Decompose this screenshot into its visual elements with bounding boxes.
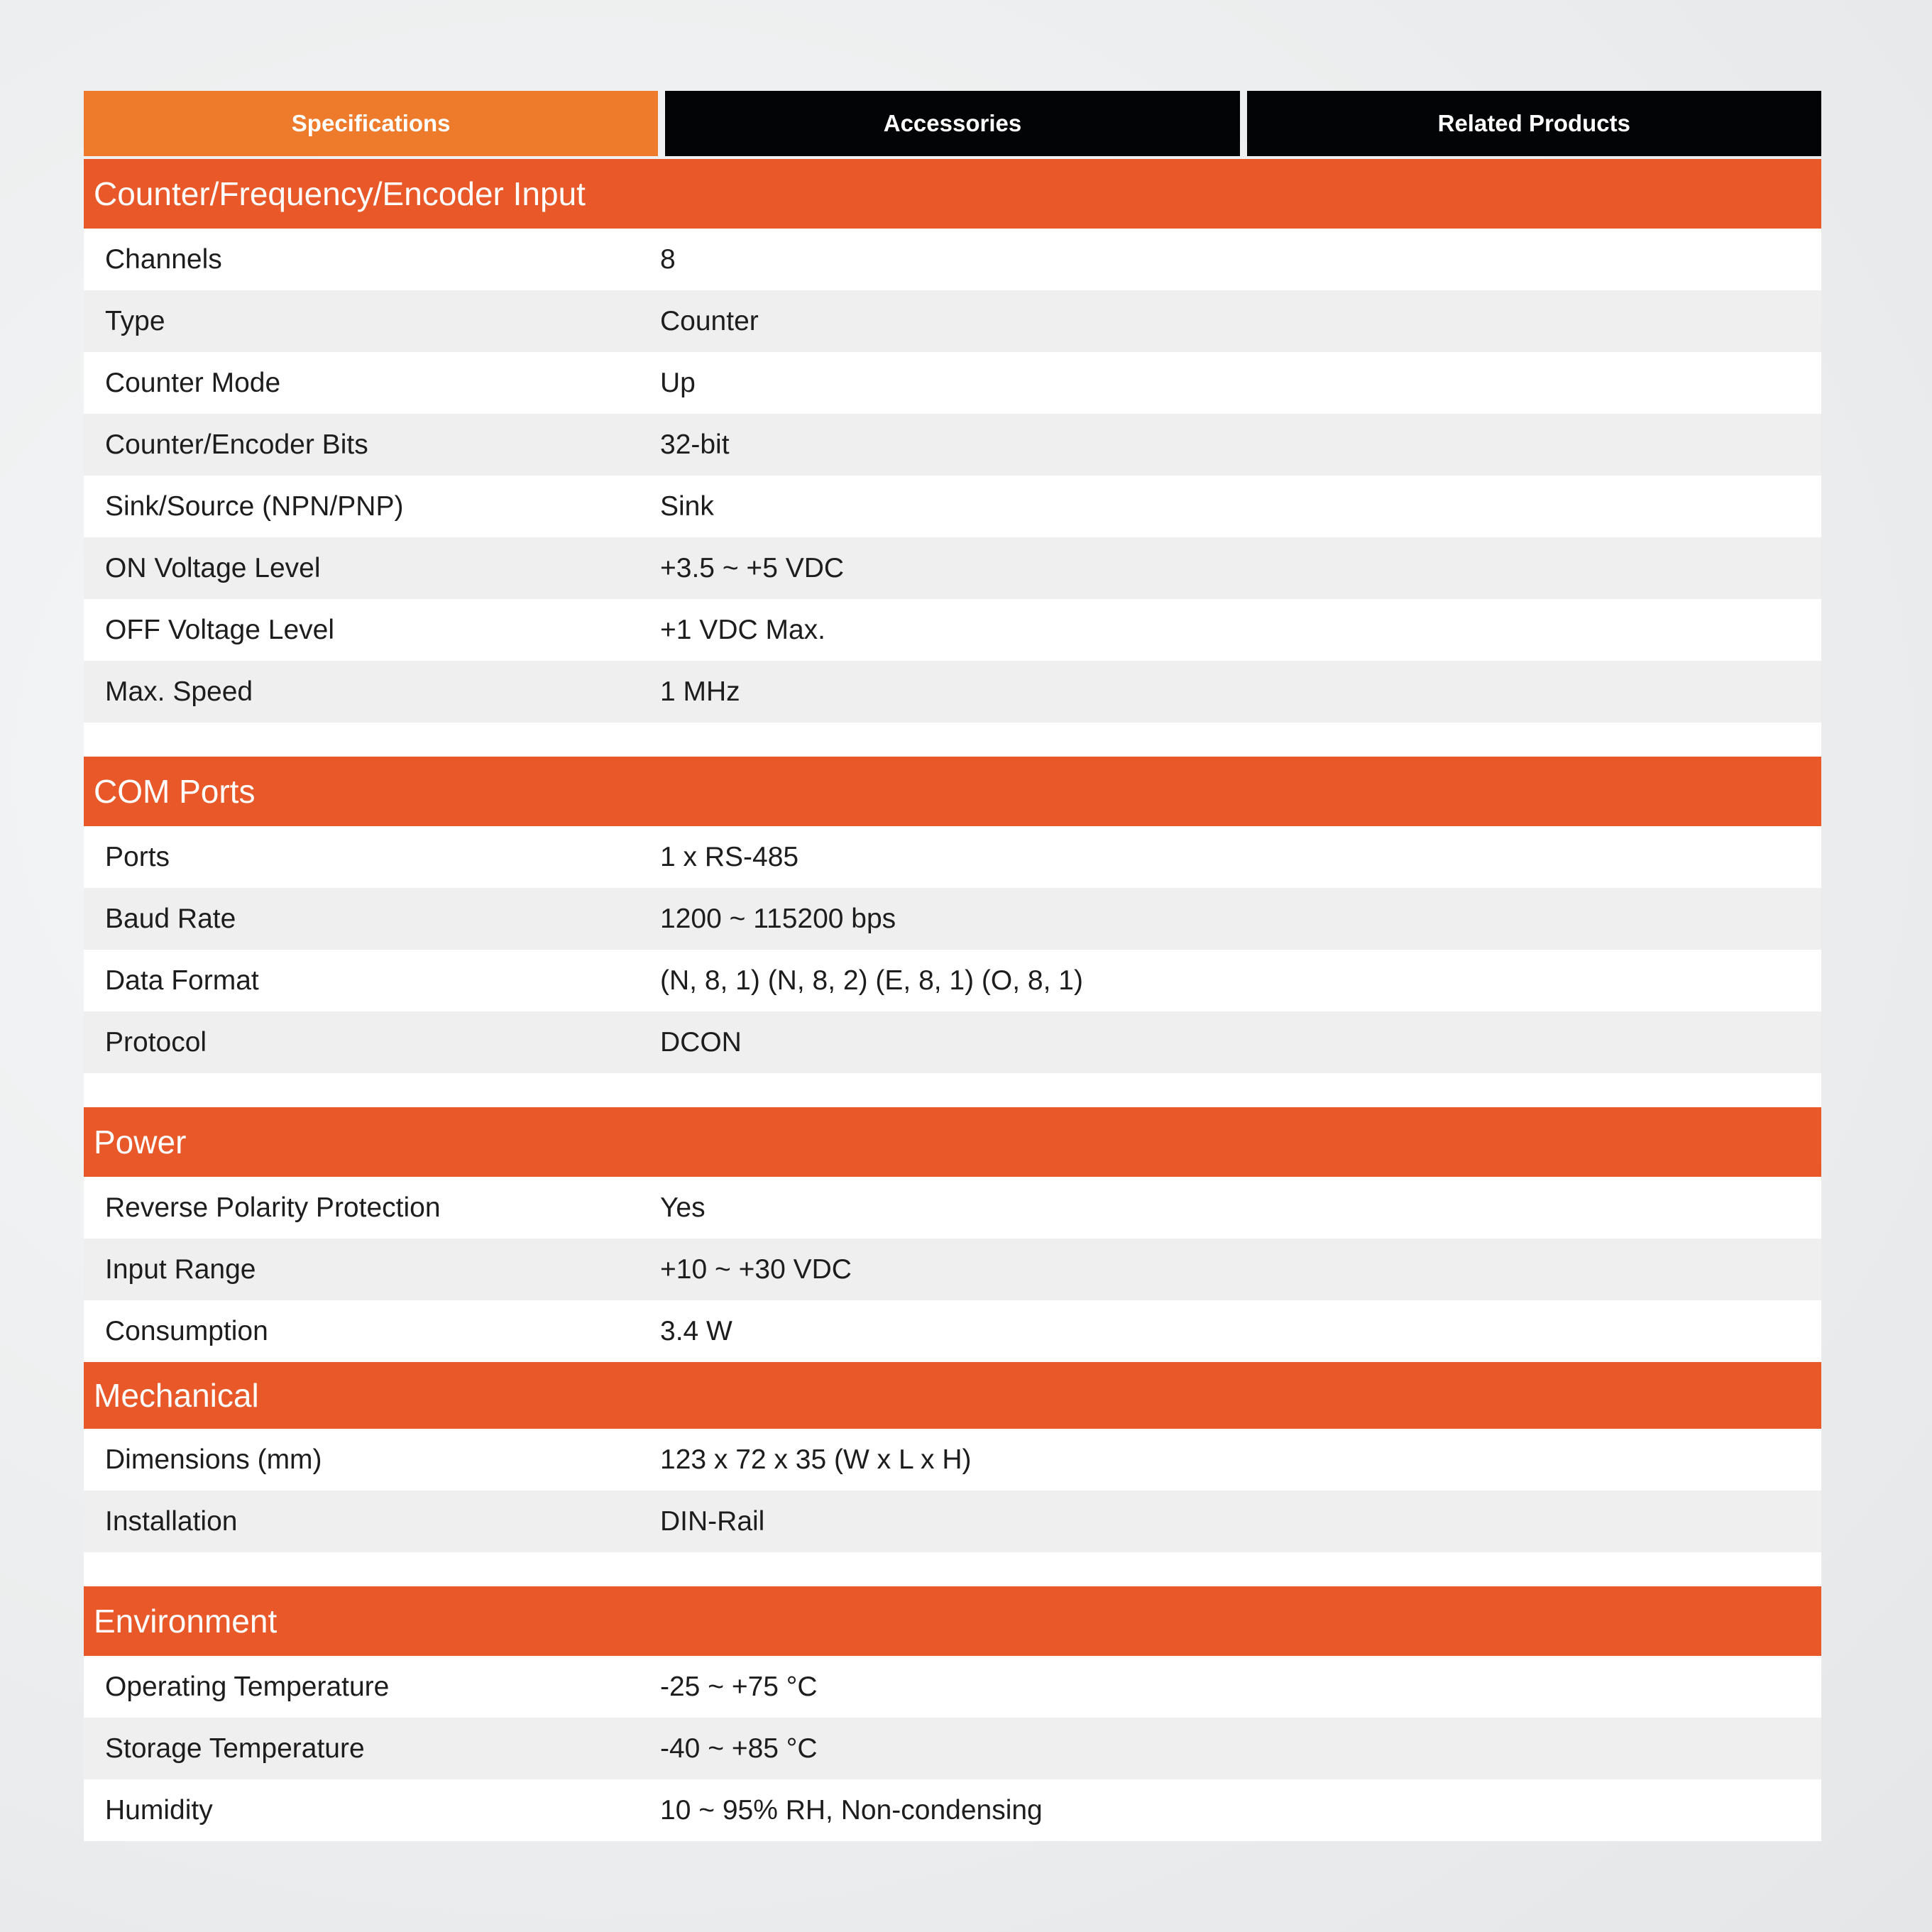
spec-key: Humidity bbox=[105, 1794, 213, 1826]
spec-value: Counter bbox=[660, 305, 759, 336]
table-row bbox=[84, 1656, 1821, 1718]
table-row bbox=[84, 1779, 1821, 1841]
table-row bbox=[84, 1429, 1821, 1491]
table-row bbox=[84, 661, 1821, 723]
spec-value: -25 ~ +75 °C bbox=[660, 1671, 818, 1702]
spec-key: Type bbox=[105, 305, 165, 336]
table-row bbox=[84, 888, 1821, 950]
table-row bbox=[84, 1718, 1821, 1779]
spec-value: 1 x RS-485 bbox=[660, 841, 799, 872]
spec-key: Installation bbox=[105, 1505, 238, 1537]
table-row bbox=[84, 950, 1821, 1011]
spec-value: DCON bbox=[660, 1026, 742, 1058]
tab-specifications[interactable]: Specifications bbox=[84, 91, 658, 156]
spec-key: Ports bbox=[105, 841, 170, 872]
spec-value: 8 bbox=[660, 243, 676, 275]
table-row bbox=[84, 537, 1821, 599]
table-row bbox=[84, 414, 1821, 476]
table-row bbox=[84, 599, 1821, 661]
table-row bbox=[84, 1239, 1821, 1300]
table-row bbox=[84, 1011, 1821, 1073]
spec-rows-com-ports bbox=[84, 826, 1821, 1073]
section-header-mechanical: Mechanical bbox=[84, 1362, 1821, 1429]
section-header-counter: Counter/Frequency/Encoder Input bbox=[84, 159, 1821, 229]
spec-key: Channels bbox=[105, 243, 222, 275]
section-header-com-ports: COM Ports bbox=[84, 757, 1821, 826]
spec-rows-mechanical bbox=[84, 1429, 1821, 1552]
spec-key: Protocol bbox=[105, 1026, 207, 1058]
spec-key: Sink/Source (NPN/PNP) bbox=[105, 490, 404, 522]
spec-value: +1 VDC Max. bbox=[660, 614, 825, 645]
spec-value: +10 ~ +30 VDC bbox=[660, 1253, 852, 1285]
spec-rows-environment bbox=[84, 1656, 1821, 1841]
table-row bbox=[84, 1300, 1821, 1362]
spec-value: +3.5 ~ +5 VDC bbox=[660, 552, 845, 583]
spec-panel bbox=[84, 91, 1821, 1841]
spec-value: 1200 ~ 115200 bps bbox=[660, 903, 896, 934]
spec-key: Counter Mode bbox=[105, 367, 281, 398]
spec-rows-counter bbox=[84, 229, 1821, 723]
section-spacer bbox=[84, 1073, 1821, 1107]
spec-key: Baud Rate bbox=[105, 903, 236, 934]
table-row bbox=[84, 476, 1821, 537]
spec-value: 1 MHz bbox=[660, 676, 740, 707]
spec-value: (N, 8, 1) (N, 8, 2) (E, 8, 1) (O, 8, 1) bbox=[660, 965, 1083, 996]
table-row bbox=[84, 352, 1821, 414]
spec-key: Operating Temperature bbox=[105, 1671, 390, 1702]
section-header-power: Power bbox=[84, 1107, 1821, 1177]
section-spacer bbox=[84, 723, 1821, 757]
tab-accessories[interactable]: Accessories bbox=[665, 91, 1239, 156]
spec-value: Up bbox=[660, 367, 696, 398]
spec-key: OFF Voltage Level bbox=[105, 614, 335, 645]
spec-key: Data Format bbox=[105, 965, 259, 996]
spec-key: Max. Speed bbox=[105, 676, 253, 707]
table-row bbox=[84, 1177, 1821, 1239]
table-row bbox=[84, 1491, 1821, 1552]
table-row bbox=[84, 826, 1821, 888]
spec-key: Dimensions (mm) bbox=[105, 1444, 322, 1475]
section-spacer bbox=[84, 1552, 1821, 1586]
spec-key: Consumption bbox=[105, 1315, 268, 1346]
spec-key: Counter/Encoder Bits bbox=[105, 429, 368, 460]
spec-key: Input Range bbox=[105, 1253, 256, 1285]
spec-value: Yes bbox=[660, 1192, 706, 1223]
spec-key: Storage Temperature bbox=[105, 1733, 365, 1764]
spec-value: 3.4 W bbox=[660, 1315, 732, 1346]
table-row bbox=[84, 290, 1821, 352]
table-row bbox=[84, 229, 1821, 290]
spec-value: Sink bbox=[660, 490, 714, 522]
spec-key: ON Voltage Level bbox=[105, 552, 321, 583]
spec-rows-power bbox=[84, 1177, 1821, 1362]
spec-key: Reverse Polarity Protection bbox=[105, 1192, 441, 1223]
tab-related-products[interactable]: Related Products bbox=[1247, 91, 1821, 156]
section-header-environment: Environment bbox=[84, 1586, 1821, 1656]
tab-bar bbox=[84, 91, 1821, 156]
spec-value: 10 ~ 95% RH, Non-condensing bbox=[660, 1794, 1043, 1826]
spec-value: -40 ~ +85 °C bbox=[660, 1733, 818, 1764]
spec-value: 32-bit bbox=[660, 429, 730, 460]
spec-value: 123 x 72 x 35 (W x L x H) bbox=[660, 1444, 972, 1475]
spec-value: DIN-Rail bbox=[660, 1505, 765, 1537]
